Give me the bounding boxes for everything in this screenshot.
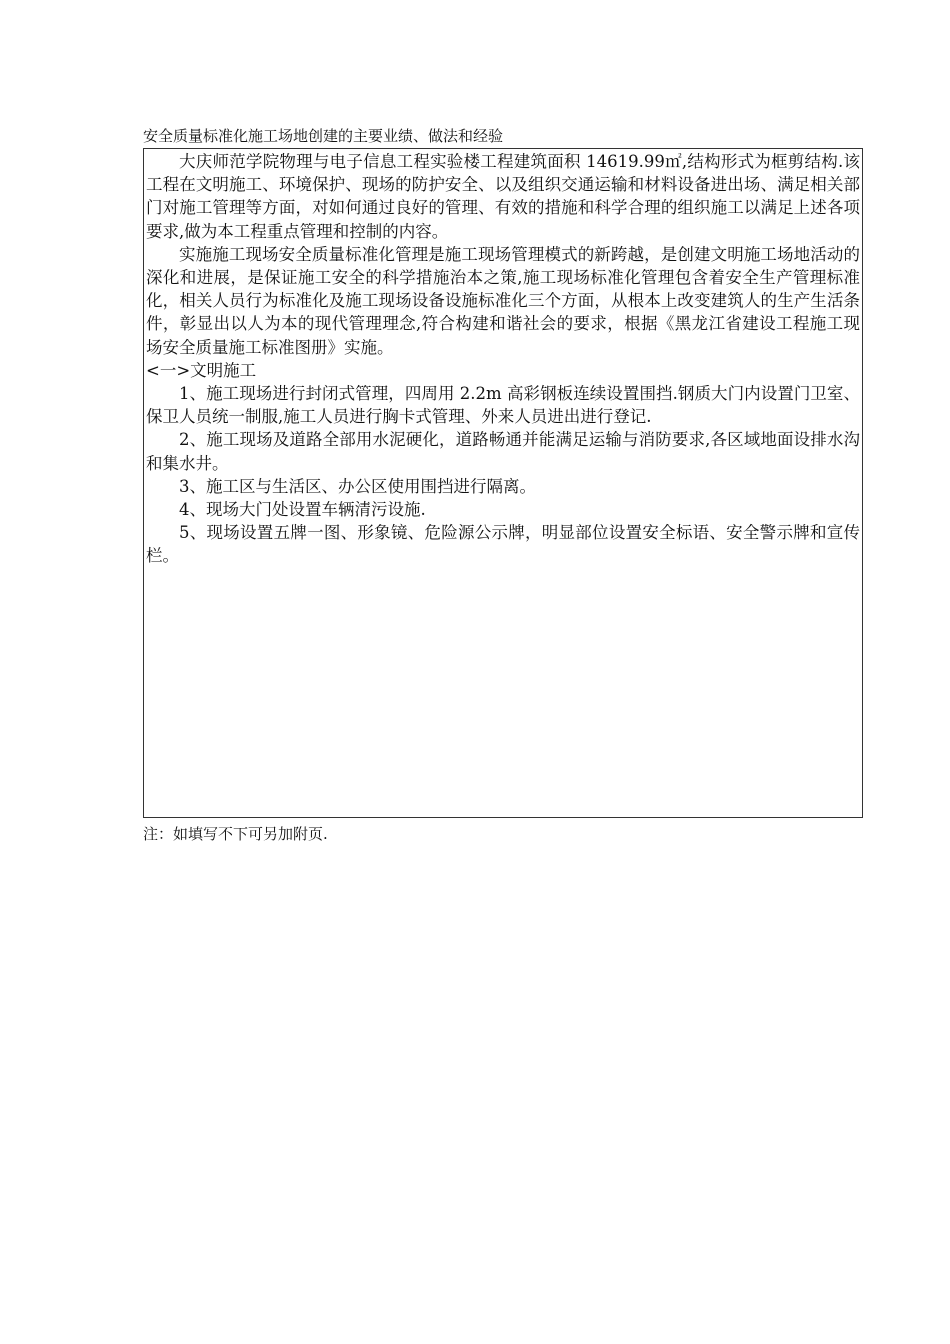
- footnote: 注：如填写不下可另加附页.: [143, 825, 328, 843]
- list-item-3: 3、施工区与生活区、办公区使用围挡进行隔离。: [179, 476, 536, 496]
- intro-paragraph-1: 大庆师范学院物理与电子信息工程实验楼工程建筑面积 14619.99㎡,结构形式为框剪结构.该工程在文明施工、环境保护、现场的防护安全、以及组织交通运输和材料设备进出场、满足相关部门对施工管理等方面，对如何通过良好的管理、有效的措施和科学合理的组织施工以满足上述各项要求,做为本工程重点管理和控制的内容。: [146, 152, 860, 241]
- list-item-2: 2、施工现场及道路全部用水泥硬化，道路畅通并能满足运输与消防要求,各区域地面设排水沟和集水井。: [146, 430, 860, 473]
- content-body: [144, 149, 862, 568]
- form-title: 安全质量标准化施工场地创建的主要业绩、做法和经验: [143, 127, 504, 145]
- list-item-5: 5、现场设置五牌一图、形象镜、危险源公示牌，明显部位设置安全标语、安全警示牌和宣传栏。: [146, 523, 860, 566]
- intro-paragraph-2: 实施施工现场安全质量标准化管理是施工现场管理模式的新跨越，是创建文明施工场地活动的深化和进展，是保证施工安全的科学措施治本之策,施工现场标准化管理包含着安全生产管理标准化，相关人员行为标准化及施工现场设备设施标准化三个方面，从根本上改变建筑人的生产生活条件，彰显出以人为本的现代管理理念,符合构建和谐社会的要求，根据《黑龙江省建设工程施工现场安全质量施工标准图册》实施。: [146, 244, 860, 357]
- list-item-1: 1、施工现场进行封闭式管理，四周用 2.2m 高彩钢板连续设置围挡.钢质大门内设置门卫室、保卫人员统一制服,施工人员进行胸卡式管理、外来人员进出进行登记.: [146, 384, 860, 427]
- section-heading: <一>文明施工: [146, 360, 257, 380]
- list-item-4: 4、现场大门处设置车辆清污设施.: [179, 500, 426, 520]
- content-box: [143, 148, 863, 818]
